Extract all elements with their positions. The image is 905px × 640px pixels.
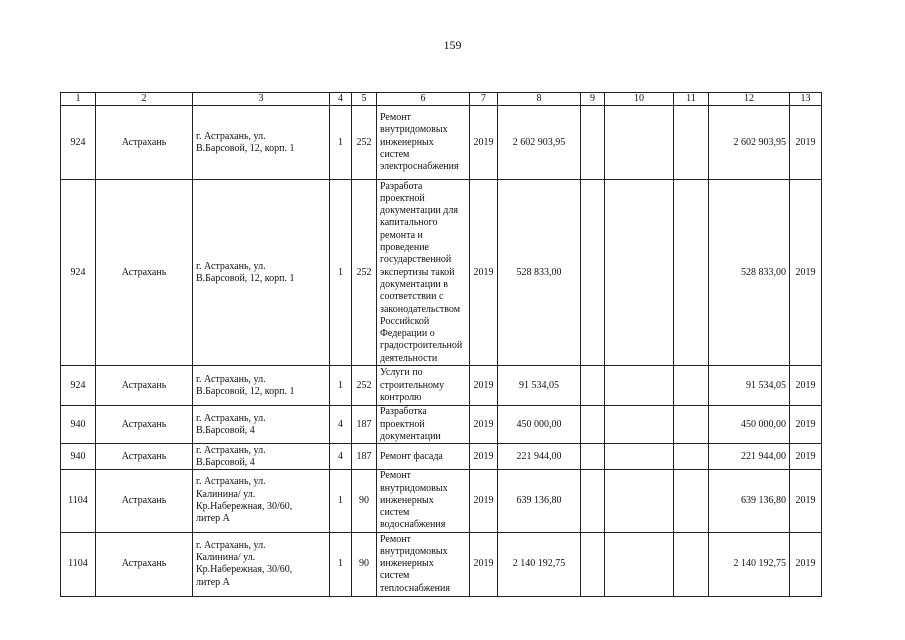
cell-work-type: Ремонт внутридомовых инженерных систем теплоснабжения (377, 532, 470, 596)
col-header-10: 10 (605, 93, 674, 106)
cell-col11 (674, 180, 709, 366)
col-header-4: 4 (330, 93, 352, 106)
cell-work-type: Ремонт внутридомовых инженерных систем водоснабжения (377, 470, 470, 532)
cell-address: г. Астрахань, ул. В.Барсовой, 12, корп. 1 (193, 106, 330, 180)
cell-col9 (581, 106, 605, 180)
cell-col4: 4 (330, 406, 352, 444)
cell-col9 (581, 444, 605, 470)
cell-total: 221 944,00 (709, 444, 790, 470)
cell-number: 1104 (61, 470, 96, 532)
cell-cost: 2 140 192,75 (498, 532, 581, 596)
cell-number: 940 (61, 406, 96, 444)
cell-total: 450 000,00 (709, 406, 790, 444)
cell-col5: 90 (352, 470, 377, 532)
cell-col11 (674, 406, 709, 444)
cell-col10 (605, 532, 674, 596)
cell-address: г. Астрахань, ул. В.Барсовой, 4 (193, 444, 330, 470)
cell-end-year: 2019 (790, 532, 822, 596)
cell-cost: 450 000,00 (498, 406, 581, 444)
cell-address: г. Астрахань, ул. В.Барсовой, 12, корп. 1 (193, 180, 330, 366)
cell-number: 924 (61, 180, 96, 366)
table-row (61, 406, 822, 444)
cell-work-type: Разработка проектной документации (377, 406, 470, 444)
cell-col10 (605, 406, 674, 444)
table-row (61, 180, 822, 366)
cell-total: 2 602 903,95 (709, 106, 790, 180)
col-header-11: 11 (674, 93, 709, 106)
cell-city: Астрахань (96, 444, 193, 470)
cell-end-year: 2019 (790, 406, 822, 444)
cell-work-type: Разработа проектной документации для капитального ремонта и проведение государственной экспертизы такой документации в соответствии с законодательством Российской Федерации о градостроительной деятельности (377, 180, 470, 366)
cell-col5: 90 (352, 532, 377, 596)
cell-col11 (674, 366, 709, 406)
cell-col10 (605, 366, 674, 406)
cell-col11 (674, 470, 709, 532)
cell-number: 924 (61, 366, 96, 406)
cell-col5: 187 (352, 444, 377, 470)
cell-city: Астрахань (96, 106, 193, 180)
cell-year: 2019 (470, 444, 498, 470)
cell-number: 940 (61, 444, 96, 470)
cell-col11 (674, 532, 709, 596)
cell-col5: 252 (352, 366, 377, 406)
cell-total: 639 136,80 (709, 470, 790, 532)
cell-end-year: 2019 (790, 106, 822, 180)
cell-city: Астрахань (96, 532, 193, 596)
cell-year: 2019 (470, 470, 498, 532)
table-row (61, 444, 822, 470)
cell-city: Астрахань (96, 366, 193, 406)
table-row (61, 106, 822, 180)
cell-address: г. Астрахань, ул. Калинина/ ул. Кр.Набережная, 30/60, литер А (193, 532, 330, 596)
cell-cost: 2 602 903,95 (498, 106, 581, 180)
cell-total: 528 833,00 (709, 180, 790, 366)
cell-end-year: 2019 (790, 180, 822, 366)
cell-address: г. Астрахань, ул. Калинина/ ул. Кр.Набережная, 30/60, литер А (193, 470, 330, 532)
cell-work-type: Ремонт внутридомовых инженерных систем электроснабжения (377, 106, 470, 180)
cell-col10 (605, 180, 674, 366)
col-header-8: 8 (498, 93, 581, 106)
col-header-12: 12 (709, 93, 790, 106)
cell-total: 2 140 192,75 (709, 532, 790, 596)
cell-city: Астрахань (96, 406, 193, 444)
cell-col9 (581, 180, 605, 366)
cell-end-year: 2019 (790, 444, 822, 470)
cell-year: 2019 (470, 406, 498, 444)
table-row (61, 470, 822, 532)
cell-col4: 4 (330, 444, 352, 470)
cell-col4: 1 (330, 180, 352, 366)
cell-year: 2019 (470, 106, 498, 180)
col-header-3: 3 (193, 93, 330, 106)
cell-col5: 187 (352, 406, 377, 444)
table-row (61, 532, 822, 596)
cell-col5: 252 (352, 106, 377, 180)
col-header-7: 7 (470, 93, 498, 106)
work-plan-table (60, 92, 822, 597)
cell-cost: 91 534,05 (498, 366, 581, 406)
cell-col10 (605, 106, 674, 180)
cell-col11 (674, 106, 709, 180)
col-header-5: 5 (352, 93, 377, 106)
cell-total: 91 534,05 (709, 366, 790, 406)
cell-cost: 221 944,00 (498, 444, 581, 470)
cell-end-year: 2019 (790, 366, 822, 406)
cell-cost: 528 833,00 (498, 180, 581, 366)
cell-city: Астрахань (96, 470, 193, 532)
cell-col9 (581, 366, 605, 406)
cell-col11 (674, 444, 709, 470)
col-header-1: 1 (61, 93, 96, 106)
cell-col9 (581, 406, 605, 444)
cell-work-type: Ремонт фасада (377, 444, 470, 470)
cell-col10 (605, 470, 674, 532)
cell-address: г. Астрахань, ул. В.Барсовой, 12, корп. 1 (193, 366, 330, 406)
cell-address: г. Астрахань, ул. В.Барсовой, 4 (193, 406, 330, 444)
cell-year: 2019 (470, 180, 498, 366)
cell-col4: 1 (330, 532, 352, 596)
cell-col4: 1 (330, 366, 352, 406)
cell-end-year: 2019 (790, 470, 822, 532)
cell-number: 1104 (61, 532, 96, 596)
cell-year: 2019 (470, 532, 498, 596)
cell-cost: 639 136,80 (498, 470, 581, 532)
cell-col9 (581, 470, 605, 532)
col-header-9: 9 (581, 93, 605, 106)
header-row (61, 93, 822, 106)
cell-number: 924 (61, 106, 96, 180)
cell-col9 (581, 532, 605, 596)
cell-col4: 1 (330, 106, 352, 180)
cell-year: 2019 (470, 366, 498, 406)
page-number: 159 (443, 38, 462, 52)
table-row (61, 366, 822, 406)
cell-city: Астрахань (96, 180, 193, 366)
cell-work-type: Услуги по строительному контролю (377, 366, 470, 406)
cell-col4: 1 (330, 470, 352, 532)
col-header-13: 13 (790, 93, 822, 106)
cell-col5: 252 (352, 180, 377, 366)
col-header-6: 6 (377, 93, 470, 106)
cell-col10 (605, 444, 674, 470)
col-header-2: 2 (96, 93, 193, 106)
